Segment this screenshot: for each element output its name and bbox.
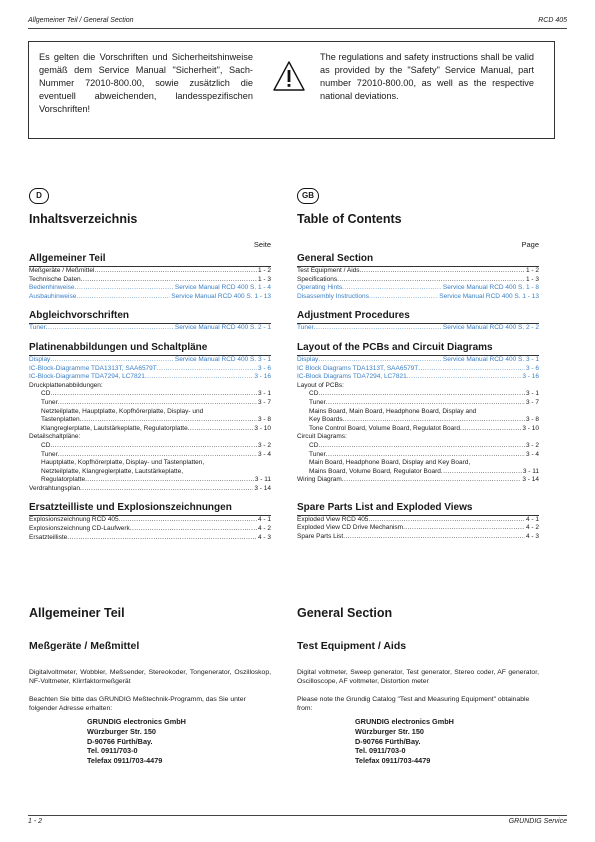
toc-entry-text: Netzteilplatte, Hauptplatte, Kopfhörerplatte, Display- und: [41, 407, 204, 415]
toc-section-heading: Adjustment Procedures: [297, 310, 539, 324]
toc-entry-text: Hauptplatte, Kopfhörerplatte, Display- und Tastenplatten,: [41, 459, 205, 467]
toc-entry[interactable]: Wiring Diagram ..... 3 - 14: [297, 476, 539, 485]
page-column-label: Page: [521, 240, 539, 249]
toc-entry-link[interactable]: Disassembly Instructions ..... Service Manual RCD 400 S. 1 - 13: [297, 293, 539, 302]
safety-notice-box: [28, 41, 555, 139]
toc-entry-link[interactable]: Tuner ..... Service Manual RCD 400 S. 2 - 2: [297, 324, 539, 333]
toc-entry[interactable]: CD ..... 3 - 2: [297, 442, 539, 451]
toc-entry[interactable]: Tastenplatten ..... 3 - 8: [29, 416, 271, 425]
address-block: GRUNDIG electronics GmbH Würzburger Str. 150 D-90766 Fürth/Bay. Tel. 0911/703-0 Telefax 0911/703-4479: [87, 717, 186, 766]
toc-entry-link[interactable]: Operating Hints ..... Service Manual RCD 400 S. 1 - 8: [297, 284, 539, 293]
toc-german: [29, 185, 271, 542]
toc-entry-text: Netzteilplatte, Klangreglerplatte, Lautstärkeplatte,: [41, 467, 184, 475]
subsection-title: Meßgeräte / Meßmittel: [29, 640, 140, 652]
toc-section-heading: Platinenabbildungen und Schaltpläne: [29, 342, 271, 356]
page-column-label: Seite: [253, 240, 271, 249]
catalog-note-text: Beachten Sie bitte das GRUNDIG Meßtechnik-Programm, das Sie unter folgender Adresse erhalten:: [29, 696, 246, 712]
toc-entry-link[interactable]: Tuner ..... Service Manual RCD 400 S. 2 - 1: [29, 324, 271, 333]
toc-entry[interactable]: Exploded View CD Drive Mechanism ..... 4 - 2: [297, 524, 539, 533]
subsection-title: Test Equipment / Aids: [297, 640, 407, 652]
toc-entry-text: Mains Board, Main Board, Headphone Board, Display and: [309, 407, 477, 415]
toc-entry[interactable]: Ersatzteilliste ..... 4 - 3: [29, 534, 271, 543]
toc-entry[interactable]: Tuner ..... 3 - 7: [29, 399, 271, 408]
toc-entry[interactable]: Specifications ..... 1 - 3: [297, 276, 539, 285]
toc-subheading: Circuit Diagrams:: [297, 433, 347, 441]
language-badge-de: D: [29, 188, 49, 204]
toc-entry[interactable]: Spare Parts List ..... 4 - 3: [297, 533, 539, 542]
toc-section-heading: Spare Parts List and Exploded Views: [297, 502, 539, 516]
toc-entry[interactable]: CD ..... 3 - 2: [29, 442, 271, 451]
toc-entry[interactable]: Tone Control Board, Volume Board, Regulatot Board ..... 3 - 10: [297, 425, 539, 434]
toc-entry[interactable]: Test Equipment / Aids ..... 1 - 2: [297, 267, 539, 276]
toc-subheading: Druckplattenabbildungen:: [29, 381, 103, 389]
toc-entry[interactable]: CD ..... 3 - 1: [29, 390, 271, 399]
toc-title: Table of Contents: [297, 212, 402, 226]
toc-entry-link[interactable]: Ausbauhinweise ..... Service Manual RCD 400 S. 1 - 13: [29, 293, 271, 302]
language-badge-gb: GB: [297, 188, 319, 204]
warning-triangle-icon: [272, 60, 306, 92]
toc-english: [297, 185, 539, 542]
toc-entry-link[interactable]: Display ..... Service Manual RCD 400 S. 3 - 1: [297, 356, 539, 365]
equipment-list-text: Digitalvoltmeter, Wobbler, Meßsender, Stereokoder, Tongenerator, Oszilloskop, NF-Voltmeter, Klirrfaktormeßgerät: [29, 669, 271, 685]
toc-subheading: Detailschaltpläne:: [29, 433, 81, 441]
toc-entry-link[interactable]: IC-Block Diagrams TDA7294, LC7821 ..... 3 - 16: [297, 373, 539, 382]
toc-entry[interactable]: Verdrahtungsplan ..... 3 - 14: [29, 485, 271, 494]
toc-section-heading: Allgemeiner Teil: [29, 253, 271, 267]
address-block: GRUNDIG electronics GmbH Würzburger Str. 150 D-90766 Fürth/Bay. Tel. 0911/703-0 Telefax 0911/703-4479: [355, 717, 454, 766]
toc-entry-link[interactable]: IC-Block-Diagramme TDA7294, LC7821 ..... 3 - 16: [29, 373, 271, 382]
toc-section-heading: Ersatzteilliste und Explosionszeichnungen: [29, 502, 271, 516]
page-footer: [28, 815, 567, 828]
page-header: [28, 16, 567, 29]
toc-entry[interactable]: Tuner ..... 3 - 4: [297, 451, 539, 460]
toc-title: Inhaltsverzeichnis: [29, 212, 138, 226]
safety-notice-german: Es gelten die Vorschriften und Sicherheitshinweise gemäß dem Service Manual "Sicherheit", Sach-Nummer 72010-800.00, sowie zusätzlich die eventuell abweichenden, landesspezifischen Vorschriften!: [39, 52, 253, 114]
toc-subheading: Layout of PCBs:: [297, 381, 344, 389]
catalog-note-text: Please note the Grundig Catalog "Test and Measuring Equipment" obtainable from:: [297, 696, 530, 712]
general-section-english: [297, 606, 539, 766]
toc-entry-link[interactable]: Bedienhinweise ..... Service Manual RCD 400 S. 1 - 4: [29, 284, 271, 293]
page-number: 1 - 2: [28, 818, 43, 825]
header-model: RCD 405: [538, 17, 567, 24]
safety-notice-english: The regulations and safety instructions shall be valid as provided by the "Safety" Service Manual, part number 72010-800.00, as well as the respective national deviations.: [320, 52, 534, 101]
toc-entry-link[interactable]: Display ..... Service Manual RCD 400 S. 3 - 1: [29, 356, 271, 365]
toc-entry[interactable]: Technische Daten ..... 1 - 3: [29, 276, 271, 285]
toc-entry[interactable]: Exploded View RCD 405 ..... 4 - 1: [297, 516, 539, 525]
toc-entry[interactable]: Key Boards ..... 3 - 8: [297, 416, 539, 425]
toc-entry[interactable]: Regulatorplatte ..... 3 - 11: [29, 476, 271, 485]
toc-entry[interactable]: Mains Board, Volume Board, Regulator Board ..... 3 - 11: [297, 468, 539, 477]
footer-publisher: GRUNDIG Service: [508, 818, 567, 825]
toc-entry[interactable]: Explosionszeichnung RCD 405 ..... 4 - 1: [29, 516, 271, 525]
toc-entry[interactable]: CD ..... 3 - 1: [297, 390, 539, 399]
toc-entry[interactable]: Meßgeräte / Meßmittel ..... 1 - 2: [29, 267, 271, 276]
toc-entry-link[interactable]: IC-Block-Diagramme TDA1313T, SAA6579T ..... 3 - 6: [29, 365, 271, 374]
toc-entry[interactable]: Klangreglerplatte, Lautstärkeplatte, Regulatorplatte ..... 3 - 10: [29, 425, 271, 434]
toc-entry[interactable]: Explosionszeichnung CD-Laufwerk ..... 4 - 2: [29, 525, 271, 534]
toc-entry[interactable]: Tuner ..... 3 - 7: [297, 399, 539, 408]
toc-entry-text: Main Board, Headphone Board, Display and Key Board,: [309, 459, 471, 467]
toc-entry[interactable]: Tuner ..... 3 - 4: [29, 451, 271, 460]
toc-section-heading: Layout of the PCBs and Circuit Diagrams: [297, 342, 539, 356]
toc-section-heading: Abgleichvorschriften: [29, 310, 271, 324]
header-section-title: Allgemeiner Teil / General Section: [28, 17, 134, 24]
section-title: Allgemeiner Teil: [29, 606, 125, 620]
section-title: General Section: [297, 606, 393, 620]
toc-section-heading: General Section: [297, 253, 539, 267]
equipment-list-text: Digital voltmeter, Sweep generator, Test generator, Stereo coder, AF generator, Oscilloscope, AF voltmeter, Distortion meter: [297, 669, 539, 685]
toc-entry-link[interactable]: IC Block Diagrams TDA1313T, SAA6579T ..... 3 - 6: [297, 365, 539, 374]
general-section-german: [29, 606, 271, 766]
